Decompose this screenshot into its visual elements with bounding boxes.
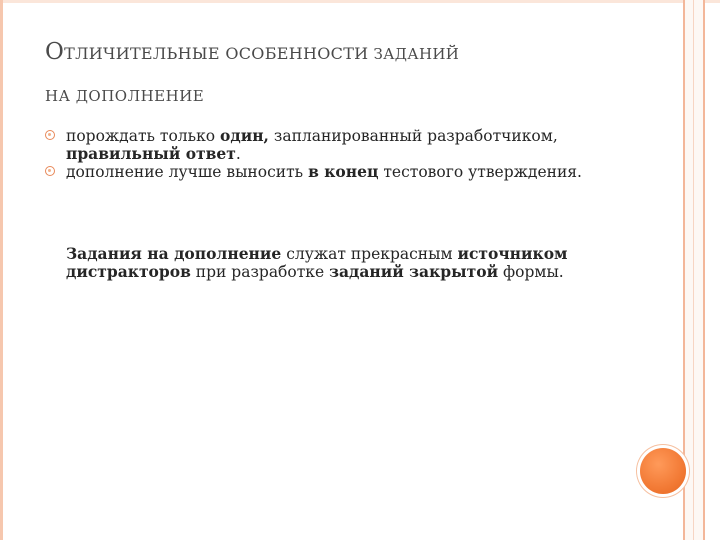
slide-title xyxy=(45,38,665,110)
bullet-bold-text: в конец xyxy=(308,162,379,181)
bullet-ring-icon xyxy=(45,130,55,140)
bullet-text: . xyxy=(235,145,241,163)
para-text: служат прекрасным xyxy=(281,245,458,263)
para-text: формы. xyxy=(498,263,564,281)
bullet-item xyxy=(46,163,606,181)
bullet-text: порождать только xyxy=(66,127,221,145)
bullet-bold-text: правильный ответ xyxy=(66,144,236,163)
para-bold-text: Задания на дополнение xyxy=(66,244,282,263)
bullet-text: дополнение лучше выносить xyxy=(66,163,309,181)
title-word-3: ЗАДАНИЙ xyxy=(368,45,460,63)
summary-paragraph xyxy=(66,245,626,281)
title-word-2: ОСОБЕННОСТИ xyxy=(225,44,369,63)
bullet-item xyxy=(46,127,606,163)
orange-circle-decoration xyxy=(640,448,686,494)
right-decorative-rail xyxy=(683,0,705,540)
title-word-1: ТЛИЧИТЕЛЬНЫЕ xyxy=(64,44,226,63)
bullet-list xyxy=(46,127,606,181)
title-first-letter: О xyxy=(45,39,65,65)
slide-left-border xyxy=(0,0,3,540)
right-rail-line xyxy=(693,0,694,540)
para-bold-text: заданий закрытой xyxy=(329,262,499,281)
title-line-1 xyxy=(45,38,665,68)
bullet-ring-icon xyxy=(45,166,55,176)
bullet-text: тестового утверждения. xyxy=(378,163,582,181)
para-bold-text: источником дистракторов xyxy=(66,244,568,281)
bullet-bold-text: один, xyxy=(220,126,269,145)
slide-top-border xyxy=(0,0,720,3)
para-text: при разработке xyxy=(190,263,330,281)
bullet-text: запланированный разработчиком, xyxy=(268,127,558,145)
title-line-2: НА ДОПОЛНЕНИЕ xyxy=(45,87,205,105)
